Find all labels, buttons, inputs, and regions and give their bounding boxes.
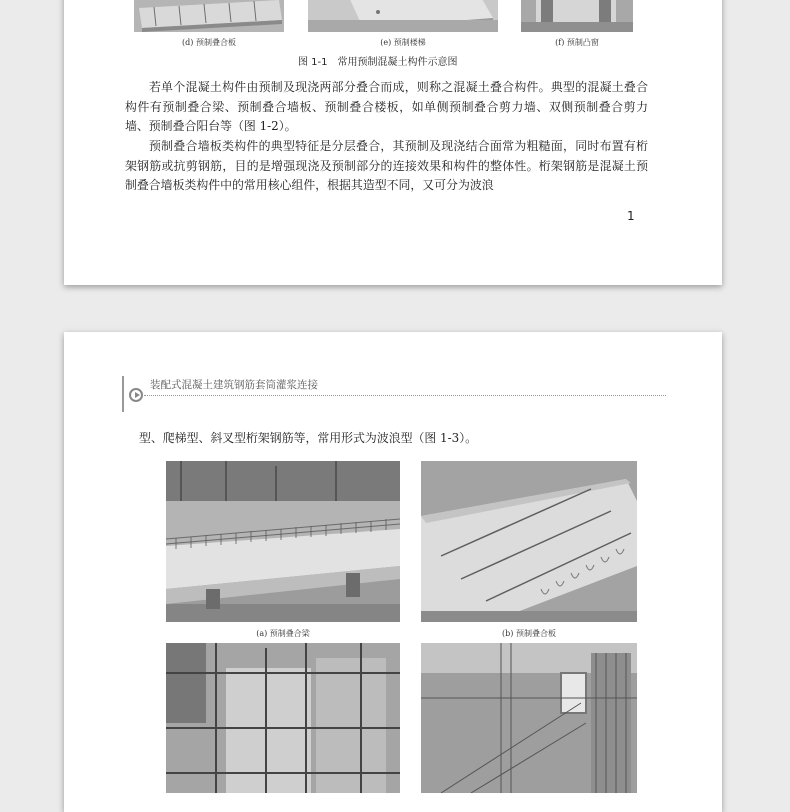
photo-precast-composite-beam	[166, 461, 400, 622]
header-bar	[122, 376, 124, 412]
photo-precast-wall-rebar	[421, 643, 637, 793]
header-rule	[144, 395, 666, 396]
figure-title: 图 1-1 常用预制混凝土构件示意图	[298, 57, 458, 68]
book-page-2	[64, 332, 722, 812]
body-paragraph: 若单个混凝土构件由预制及现浇两部分叠合而成，则称之混凝土叠合构件。典型的混凝土叠合构件有预制叠合梁、预制叠合墙板、预制叠合楼板，如单侧预制叠合剪力墙、双侧预制叠合剪力墙、预制叠合阳台等（图 1-2）。	[125, 80, 648, 133]
book-page-1	[64, 0, 722, 285]
page-number: 1	[627, 209, 635, 223]
figure-caption-b: (b) 预制叠合板	[502, 629, 556, 638]
body-paragraph: 预制叠合墙板类构件的典型特征是分层叠合，其预制及现浇结合面常为粗糙面，同时布置有桁架钢筋或抗剪钢筋，目的是增强现浇及预制部分的连接效果和构件的整体性。桁架钢筋是混凝土预制叠合墙板类构件中的常用核心组件，根据其造型不同，又可分为波浪	[125, 139, 648, 192]
photo-precast-stair	[308, 0, 498, 32]
body-paragraph: 型、爬梯型、斜叉型桁架钢筋等，常用形式为波浪型（图 1-3）。	[139, 431, 478, 445]
play-icon	[129, 388, 143, 402]
figure-caption-f: (f) 预制凸窗	[555, 38, 599, 47]
photo-precast-slab	[134, 0, 284, 32]
figure-caption-d: (d) 预制叠合板	[182, 38, 236, 47]
photo-precast-composite-slab	[421, 461, 637, 622]
running-header: 装配式混凝土建筑钢筋套筒灌浆连接	[150, 379, 318, 391]
photo-precast-bay-window	[521, 0, 633, 32]
photo-precast-wall-scaffolding	[166, 643, 400, 793]
figure-caption-e: (e) 预制楼梯	[380, 38, 426, 47]
figure-caption-a: (a) 预制叠合梁	[256, 629, 310, 638]
